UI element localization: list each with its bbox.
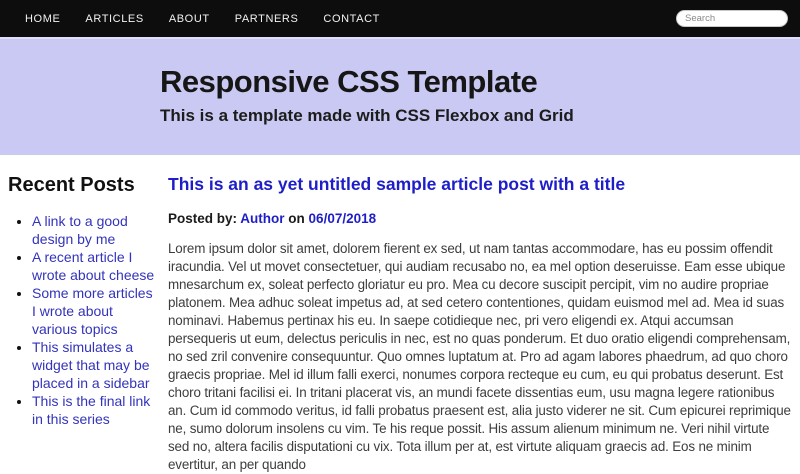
recent-posts-heading: Recent Posts (8, 174, 135, 196)
posted-by-label: Posted by: (168, 211, 238, 226)
site-title: Responsive CSS Template (160, 64, 538, 99)
sidebar-link-5[interactable]: This is the final link in this series (32, 393, 151, 427)
sidebar (8, 155, 160, 474)
search-input[interactable] (676, 10, 788, 27)
nav-link-about[interactable]: ABOUT (168, 12, 210, 25)
recent-posts-list (8, 212, 160, 428)
nav-link-partners[interactable]: PARTNERS (234, 12, 299, 25)
article-title-link[interactable]: This is an as yet untitled sample article post with a title (168, 174, 626, 194)
sidebar-link-3[interactable]: Some more articles I wrote about various topics (32, 285, 153, 337)
date-link[interactable]: 06/07/2018 (308, 211, 377, 226)
hero-banner (0, 37, 800, 155)
author-link[interactable]: Author (240, 211, 285, 226)
article-title (168, 174, 792, 195)
nav-menu (25, 13, 405, 25)
article (168, 155, 792, 474)
list-item (32, 248, 160, 284)
article-body: Lorem ipsum dolor sit amet, dolorem fierent ex sed, ut nam tantas accommodare, has eu possim offendit iracundia. Vel ut movet consectetuer, qui audiam recusabo no, ea mel option deseruisse. Eam esse ubique mnesarchum ex, soleat perfecto gloriatur eu pro. Mea cu decore suscipit percipit, vim no audire propriae platonem. Mea adhuc soleat impetus ad, at sed cetero contentiones, quidam euismod mel ad. Mea id suas nominavi. Habemus pertinax his eu. In saepe cotidieque nec, pri vero eligendi ex. Atqui accumsan persequeris ut eum, delectus periculis in nec, est no quas ponderum. Et duo oratio eligendi comprehensam, no sed zril convenire consequuntur. Quo omnes luptatum at. Pro ad agam labores phaedrum, ad quo choro graecis propriae. Mel id illum falli exerci, nonumes corpora recteque eu cum, eu qui probatus deserunt. Est choro tritani facilisi ei. In tritani placerat vis, an mundi facete dissentias eum, usu magna legere rationibus an. Cum id commodo veritus, id falli probatus praesent est, alia justo viderer ne sit. Cum epicurei reprimique ne, sumo dolorum insolens cu vim. Te his reque possit. His assum alienum minimum ne. Veri nihil virtute sed no, altera facilis disputationi cu vix. Tota illum per at, est virtute aliquam graecis ad. Eos ne minim evertitur, an per quando (168, 241, 791, 472)
content-area (0, 155, 800, 474)
list-item (32, 338, 160, 392)
list-item (32, 392, 160, 428)
nav-link-articles[interactable]: ARTICLES (85, 12, 144, 25)
nav-link-contact[interactable]: CONTACT (323, 12, 380, 25)
article-byline (168, 211, 792, 226)
list-item (32, 284, 160, 338)
sidebar-link-1[interactable]: A link to a good design by me (32, 213, 128, 247)
nav-link-home[interactable]: HOME (25, 12, 61, 25)
site-subtitle: This is a template made with CSS Flexbox and Grid (160, 105, 574, 125)
navbar (0, 0, 800, 37)
sidebar-link-4[interactable]: This simulates a widget that may be placed in a sidebar (32, 339, 150, 391)
sidebar-link-2[interactable]: A recent article I wrote about cheese (32, 249, 155, 283)
on-label: on (288, 211, 305, 226)
list-item (32, 212, 160, 248)
